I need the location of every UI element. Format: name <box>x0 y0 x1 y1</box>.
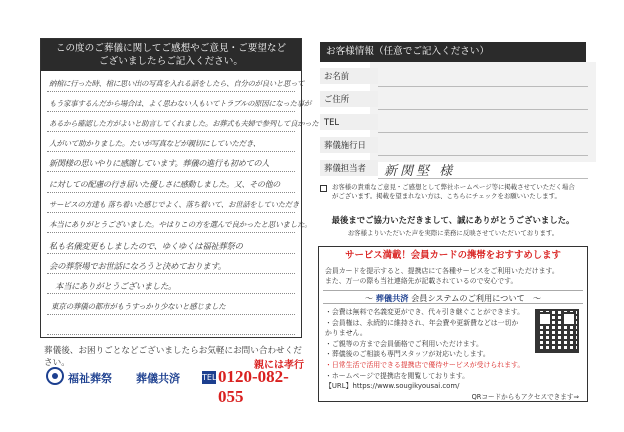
service-list <box>325 307 525 381</box>
handwritten-line: に対しての配慮の行き届いた優しさに感動しました。又、その他の <box>49 180 280 189</box>
name-label: お名前 <box>320 68 378 84</box>
list-item: ・ご親等の方まで会員価格でご利用いただけます。 <box>325 339 483 348</box>
rule-line <box>47 212 295 213</box>
service-box <box>318 246 588 402</box>
redacted-area <box>370 62 596 162</box>
handwritten-line: 会の葬祭場でお世話になろうと決めております。 <box>49 261 226 271</box>
banner-highlight: 葬儀共済 <box>375 293 409 303</box>
list-item: ・ホームページで提携店を閲覧しております。 <box>325 371 470 380</box>
rule-line <box>47 273 295 274</box>
feedback-header <box>41 39 301 71</box>
service-text-1: 会員カードを提示すると、提携店にて各種サービスをご利用いただけます。 <box>325 267 559 275</box>
rule-line <box>47 232 295 233</box>
service-text-2: また、万一の際も当社連絡先が記載されているので安心です。 <box>325 277 518 285</box>
thanks-message: 最後までご協力いただきまして、誠にありがとうございました。 <box>331 215 575 225</box>
tel-field[interactable] <box>378 132 588 133</box>
rule-line <box>47 293 295 294</box>
handwritten-line: 私も名儀変更もしましたので、ゆくゆくは福祉葬祭の <box>49 241 243 251</box>
rule-line <box>47 131 295 132</box>
feedback-lines <box>41 71 319 337</box>
logo-icon <box>46 367 64 385</box>
handwritten-line: 新関様の思いやりに感謝しています。葬儀の進行も初めての人 <box>49 158 270 168</box>
address-label: ご住所 <box>320 91 378 107</box>
list-item: ・日常生活で活用できる提携店で優待サービスが受けられます。 <box>325 360 525 369</box>
handwritten-line: あるから確認した方がよいと助言してくれました。お葬式も夫婦で参列して良かった <box>49 119 319 128</box>
handwritten-line: 東京の葬儀の都市がもうすっかり少ないと感じました <box>51 302 226 311</box>
list-item: ・会費は無料で名義変更ができ、代々引き継ぐことができます。 <box>325 308 524 316</box>
phone-number[interactable]: 0120-082-055 <box>218 367 289 406</box>
service-banner <box>323 290 583 304</box>
rule-line <box>47 334 295 335</box>
customer-info-header: お客様情報（任意でご記入ください） <box>320 42 586 62</box>
banner-suffix: 会員システムのご利用について 〜 <box>411 293 542 303</box>
rule-line <box>47 111 295 112</box>
address-field[interactable] <box>378 109 588 110</box>
tel-label: TEL <box>320 114 378 130</box>
rule-line <box>47 253 295 254</box>
phone-icon: TEL <box>202 373 217 382</box>
tagline: 親には孝行 <box>254 360 304 371</box>
banner-prefix: 〜 <box>364 293 374 303</box>
consent-line2: がございます。掲載を望まれない方は、こちらにチェックをお願いいたします。 <box>332 192 561 201</box>
list-item: ・葬儀後のご相談も専門スタッフが対応いたします。 <box>325 350 490 359</box>
rule-line <box>47 171 295 172</box>
rule-line <box>47 151 295 152</box>
brand-name-2: 葬儀共済 <box>136 372 180 385</box>
feedback-footer-note: 葬儀後、お困りごとなどございましたらお気軽にお問い合わせください。 <box>44 346 302 368</box>
thanks-submessage: お客様よりいただいた声を実際に業務に反映させていただいております。 <box>347 229 559 237</box>
consent-checkbox[interactable] <box>320 185 327 192</box>
handwritten-line: 納棺に行った時、棺に思い出の写真を入れる話をしたら、自分のが良いと思って <box>49 79 305 88</box>
feedback-header-line1: この度のご葬儀に関してご感想やご意見・ご要望など <box>55 43 287 54</box>
rule-line <box>47 192 295 193</box>
handwritten-line: サービスの方達も 落ち着いた感じでよく、落ち着いて、お世話をしていただき <box>49 200 299 209</box>
feedback-header-line2: ございましたらご記入ください。 <box>99 56 243 67</box>
handwritten-line: もう家事するんだから場合は、よく思わない人もいてトラブルの原因になった事が <box>49 99 311 108</box>
rule-line <box>47 314 295 315</box>
website-url[interactable]: 【URL】https://www.sougikyousai.com/ <box>325 382 460 390</box>
handwritten-line: 本当にありがとうございました。 <box>55 281 177 291</box>
qr-code-icon[interactable] <box>535 309 579 353</box>
consent-line1: お客様の貴重なご意見・ご感想として弊社ホームページ等に掲載させていただく場合 <box>332 183 575 191</box>
qr-note: QRコードからもアクセスできます⇒ <box>471 393 579 401</box>
brand-row <box>44 360 306 406</box>
name-field[interactable] <box>378 86 588 87</box>
staff-value: 新関堅 様 <box>384 164 456 179</box>
service-date-label: 葬儀施行日 <box>320 137 378 153</box>
handwritten-line: 本当にありがとうございました。やはりこの方を選んで良かったと思いました。 <box>49 220 312 229</box>
service-title: サービス満載！会員カードの携帯をおすすめします <box>345 250 561 261</box>
brand-name-1: 福祉葬祭 <box>68 372 112 385</box>
list-item: ・会員権は、永続的に維持され、年会費や更新費などは一切かかりません。 <box>325 318 519 338</box>
staff-label: 葬儀担当者 <box>320 160 378 176</box>
service-date-field[interactable] <box>378 155 588 156</box>
rule-line <box>47 91 295 92</box>
feedback-panel <box>40 38 319 338</box>
staff-field[interactable] <box>378 178 588 179</box>
handwritten-line: 人がいて助かりました。たいが写真などが親切にしていただき、 <box>49 139 261 148</box>
consent-text <box>332 183 588 202</box>
